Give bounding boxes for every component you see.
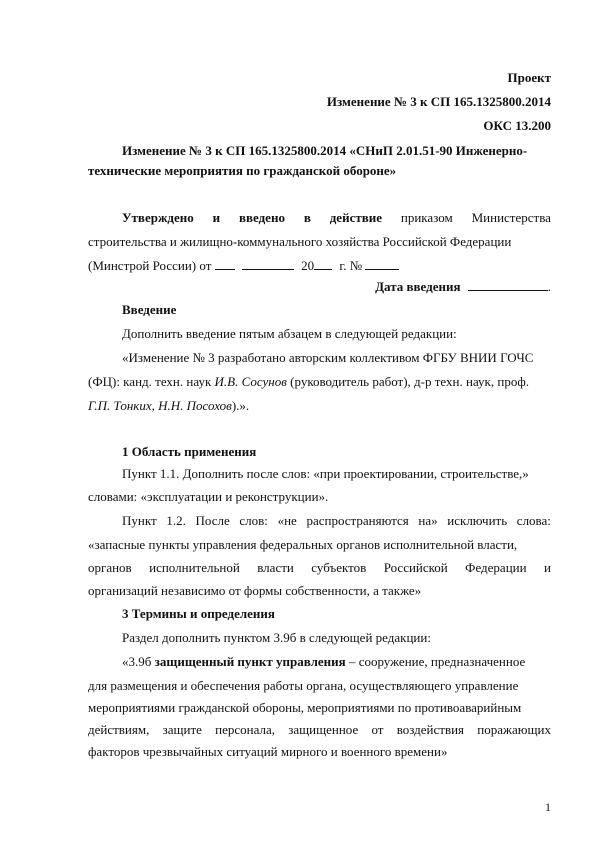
word: После xyxy=(195,513,230,528)
approval-line-1 xyxy=(122,210,551,226)
intro-date-label: Дата введения xyxy=(375,279,461,294)
section-3-p2-line-3: мероприятиями гражданской обороны, мероприятиями по противоаварийным xyxy=(88,700,522,715)
word: Российской xyxy=(383,560,448,575)
section-1-p2-line-4: организаций независимо от формы собственности, а также» xyxy=(88,583,422,598)
section-1-p2-line-1 xyxy=(122,513,551,529)
word: Федерации xyxy=(465,560,527,575)
defined-term: защищенный пункт управления xyxy=(154,654,346,669)
word: действиям, xyxy=(88,722,150,737)
approval-word: в xyxy=(303,210,311,225)
intro-date: Дата введения . xyxy=(375,279,551,294)
word: власти xyxy=(257,560,294,575)
year-prefix: 20 xyxy=(301,258,315,273)
section-3-heading: 3 Термины и определения xyxy=(122,606,275,621)
day-blank xyxy=(215,258,235,270)
section-3-p1: Раздел дополнить пунктом 3.9б в следующей редакции: xyxy=(122,630,431,645)
word: на» xyxy=(418,513,438,528)
month-blank xyxy=(242,258,294,270)
word: слов: xyxy=(239,513,268,528)
introduction-p2-line-2 xyxy=(88,374,529,390)
text-run: ).». xyxy=(231,398,250,413)
approval-line-3 xyxy=(88,258,399,274)
section-1-p2-line-3 xyxy=(88,560,551,576)
word: поражающих xyxy=(477,722,551,737)
introduction-p1: Дополнить введение пятым абзацем в следующей редакции: xyxy=(122,326,457,341)
section-3-p2-line-2: для размещения и обеспечения работы органа, осуществляющего управление xyxy=(88,678,519,693)
word: воздействия xyxy=(396,722,465,737)
word: 1.2. xyxy=(166,513,186,528)
approval-text: (Минстрой России) от xyxy=(88,258,212,273)
word: «не xyxy=(277,513,297,528)
word: Пункт xyxy=(122,513,157,528)
text-run: – сооружение, предназначенное xyxy=(345,654,526,669)
change-reference: Изменение № 3 к СП 165.1325800.2014 xyxy=(326,94,551,109)
word: субъектов xyxy=(311,560,367,575)
section-3-p2-line-1 xyxy=(122,654,525,670)
section-3-p2-line-4 xyxy=(88,722,551,738)
text-run: (ФЦ): канд. техн. наук xyxy=(88,374,215,389)
section-1-p1-line-1: Пункт 1.1. Дополнить после слов: «при проектировании, строительстве,» xyxy=(122,466,529,481)
introduction-heading: Введение xyxy=(122,302,177,317)
year-blank xyxy=(314,258,332,270)
word: распространяются xyxy=(306,513,409,528)
text-run: , xyxy=(151,398,159,413)
section-1-p1-line-2: словами: «эксплуатации и реконструкции». xyxy=(88,489,329,504)
approval-word: приказом xyxy=(400,210,453,225)
oks-code: ОКС 13.200 xyxy=(483,118,551,133)
word: персонала, xyxy=(215,722,275,737)
approval-word: действие xyxy=(329,210,383,225)
document-title-line-2: технические мероприятия по гражданской обороне» xyxy=(88,163,397,178)
word: слова: xyxy=(516,513,551,528)
section-1-p2-line-2: «запасные пункты управления федеральных органов исполнительной власти, xyxy=(88,537,518,552)
section-1-heading: 1 Область применения xyxy=(122,444,257,459)
approval-line-2: строительства и жилищно-коммунального хозяйства Российской Федерации xyxy=(88,234,512,249)
number-blank xyxy=(365,258,399,270)
introduction-p2-line-1: «Изменение № 3 разработано авторским коллективом ФГБУ ВНИИ ГОЧС xyxy=(122,350,534,365)
word: исключить xyxy=(447,513,508,528)
word: исполнительной xyxy=(149,560,240,575)
page-number: 1 xyxy=(545,800,551,814)
author-name: Н.Н. Посохов xyxy=(158,398,232,413)
approval-word: введено xyxy=(238,210,285,225)
introduction-p2-line-3 xyxy=(88,398,249,414)
number-label: г. № xyxy=(339,258,363,273)
draft-label: Проект xyxy=(507,70,551,85)
approval-word: Утверждено xyxy=(122,210,194,225)
word: от xyxy=(371,722,384,737)
section-3-p2-line-5: факторов чрезвычайных ситуаций мирного и военного времени» xyxy=(88,744,448,759)
author-name: И.В. Сосунов xyxy=(214,374,287,389)
text-run: (руководитель работ), д-р техн. наук, проф. xyxy=(286,374,529,389)
approval-word: и xyxy=(212,210,221,225)
document-title-line-1: Изменение № 3 к СП 165.1325800.2014 «СНиП 2.01.51-90 Инженерно- xyxy=(122,143,528,158)
word: и xyxy=(543,560,551,575)
word: защищенное xyxy=(288,722,359,737)
word: органов xyxy=(88,560,132,575)
author-name: Г.П. Тонких xyxy=(88,398,152,413)
approval-word: Министерства xyxy=(471,210,551,225)
text-run: «3.9б xyxy=(122,654,155,669)
intro-date-blank xyxy=(468,279,548,291)
word: защите xyxy=(162,722,202,737)
